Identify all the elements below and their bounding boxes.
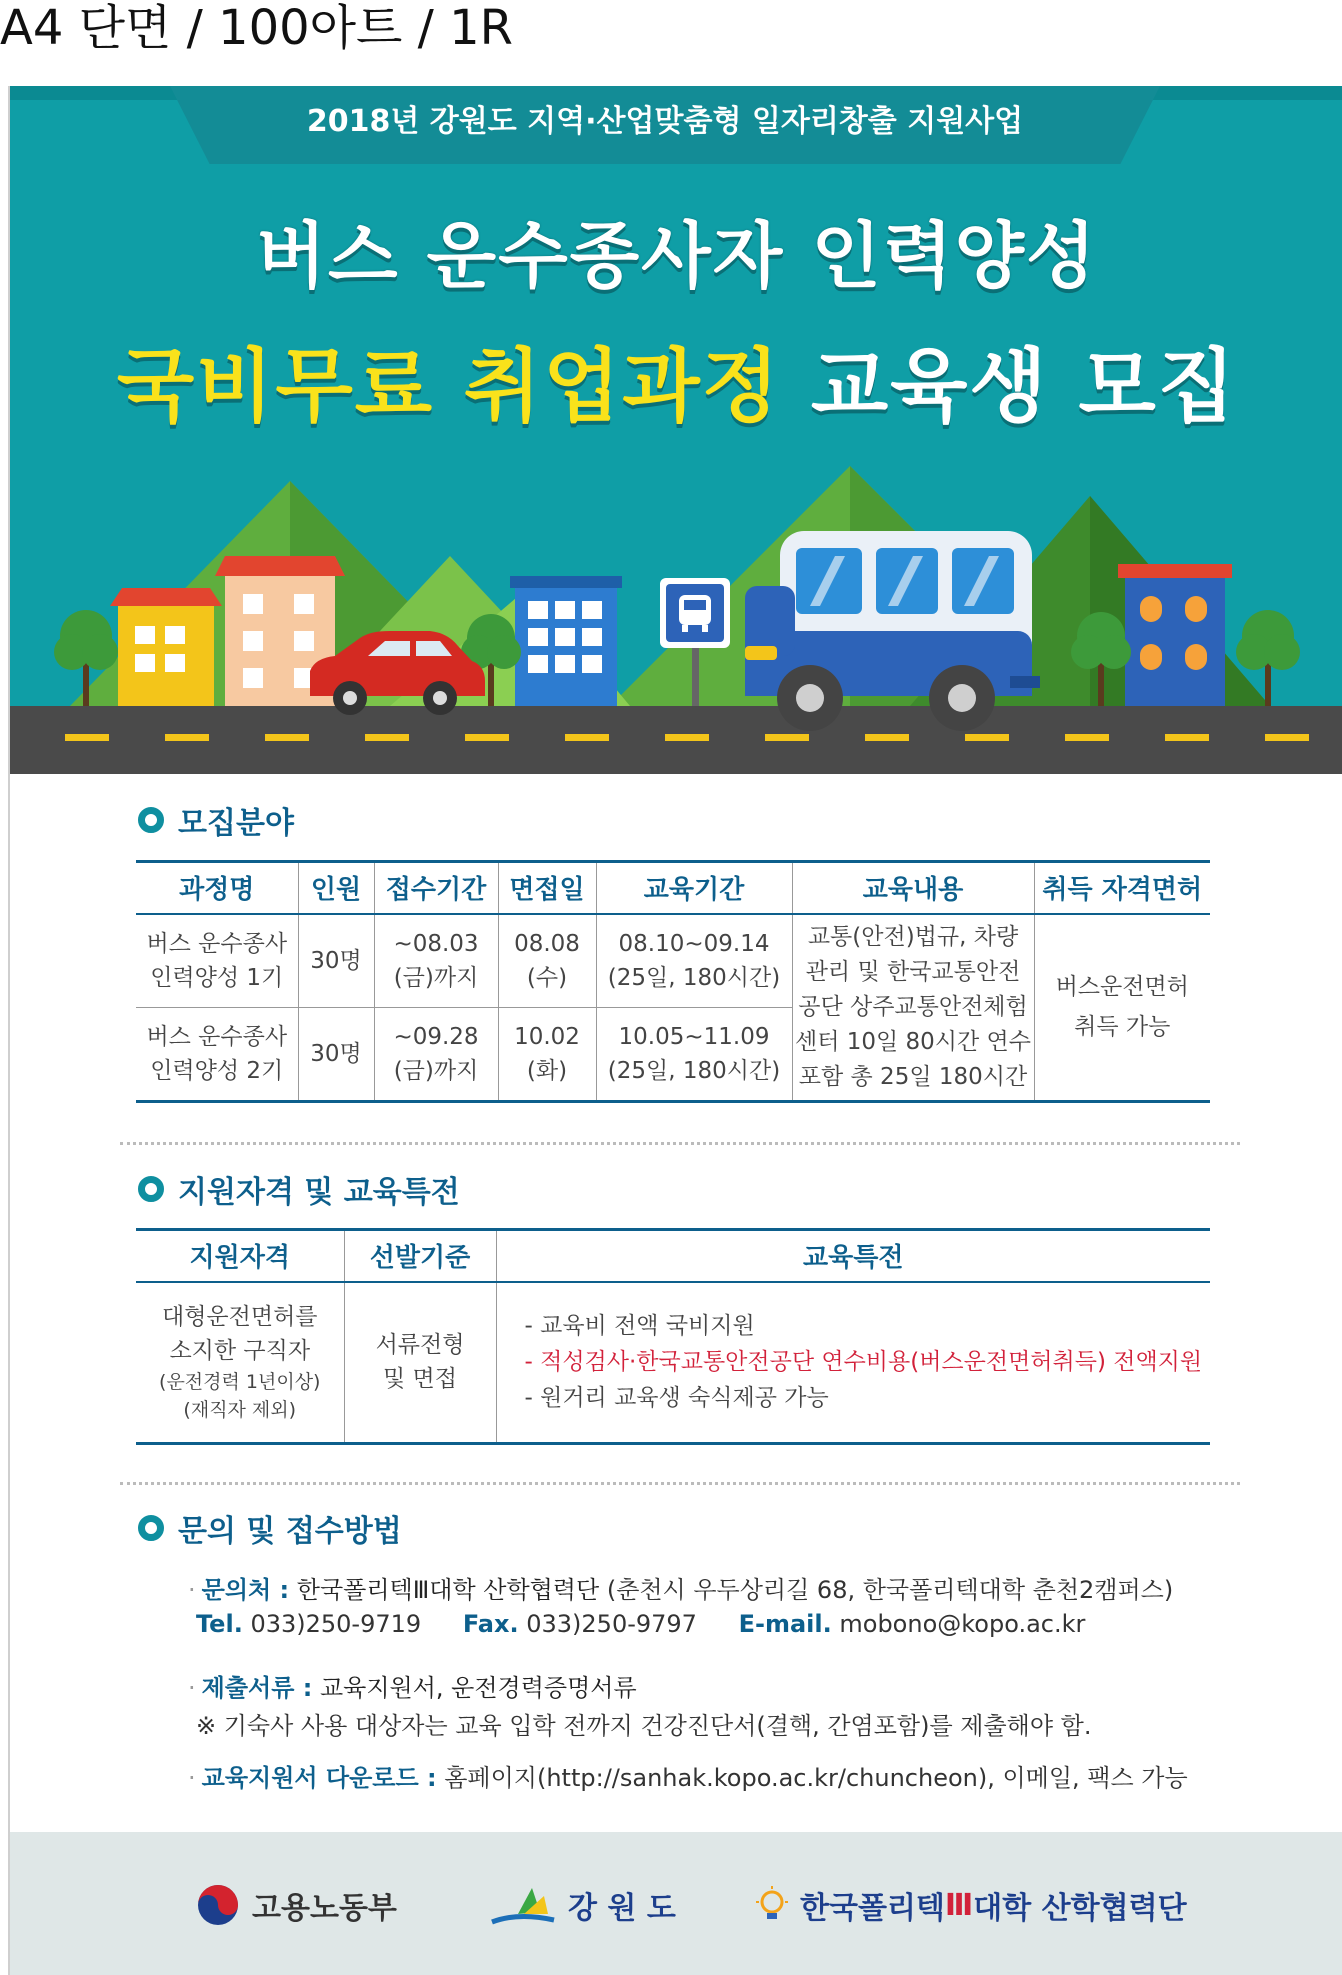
contact-docs-note: ※ 기숙사 사용 대상자는 교육 입학 전까지 건강진단서(결핵, 간염포함)를 제출해야 함. [196,1712,1092,1740]
eligibility: 대형운전면허를 소지한 구직자 (운전경력 1년이상) (재직자 제외) [136,1282,344,1444]
course-count: 30명 [298,1008,374,1102]
edu-period: 08.10~09.14 (25일, 180시간) [596,914,792,1008]
th-license: 취득 자격면허 [1034,862,1210,914]
logo-moel: 고용노동부 [196,1882,397,1928]
contact-docs: · 제출서류 : 교육지원서, 운전경력증명서류 [188,1674,637,1702]
hero-subtitle: 2018년 강원도 지역·산업맞춤형 일자리창출 지원사업 [306,104,1024,139]
poster [8,86,1342,1975]
interview-date: 08.08 (수) [498,914,596,1008]
th-apply: 접수기간 [374,862,498,914]
town-illustration [10,86,1342,774]
interview-date: 10.02 (화) [498,1008,596,1102]
hero-banner [10,86,1342,774]
contact-download: · 교육지원서 다운로드 : 홈페이지(http://sanhak.kopo.ac.kr/chuncheon), 이메일, 팩스 가능 [188,1764,1188,1792]
section-contact-head [138,1508,402,1548]
taegeuk-icon [196,1883,240,1927]
lightbulb-icon [752,1885,792,1925]
section-recruit-title: 모집분야 [178,806,294,841]
selection-criteria: 서류전형 및 면접 [344,1282,496,1444]
section-recruit-head [138,800,294,840]
contact-inquiry: · 문의처 : 한국폴리텍Ⅲ대학 산학협력단 (춘천시 우두상리길 68, 한국폴리텍대학 춘천2캠퍼스) [188,1576,1174,1604]
table-row [136,1282,1210,1444]
contact-numbers: Tel. 033)250-9719 Fax. 033)250-9797 E-mail. mobono@kopo.ac.kr [196,1610,1086,1638]
divider-dots [120,1142,1240,1145]
th-benefits: 교육특전 [496,1230,1210,1282]
section-qualify-title: 지원자격 및 교육특전 [178,1175,460,1210]
section-contact-title: 문의 및 접수방법 [178,1514,402,1549]
section-bullet-icon [138,1515,164,1541]
email-link[interactable]: mobono@kopo.ac.kr [839,1610,1086,1638]
logo-gangwon: 강 원 도 [488,1882,676,1928]
hero-title-line1: 버스 운수종사자 인력양성 [256,214,1098,298]
th-criteria: 선발기준 [344,1230,496,1282]
th-course: 과정명 [136,862,298,914]
gangwon-logo-icon [488,1882,558,1928]
apply-period: ~08.03 (금)까지 [374,914,498,1008]
print-spec-label: A4 단면 / 100아트 / 1R [0,0,513,56]
th-period: 교육기간 [596,862,792,914]
apply-period: ~09.28 (금)까지 [374,1008,498,1102]
table-row [136,914,1210,1008]
building-right [1125,574,1225,711]
course-name: 버스 운수종사 인력양성 2기 [136,1008,298,1102]
th-content: 교육내용 [792,862,1034,914]
recruit-table [136,860,1210,1103]
th-eligibility: 지원자격 [136,1230,344,1282]
download-link[interactable]: 홈페이지(http://sanhak.kopo.ac.kr/chuncheon), 이메일, 팩스 가능 [444,1764,1188,1792]
hero-title-highlight: 국비무료 취업과정 [116,340,781,433]
benefit-highlight: - 적성검사·한국교통안전공단 연수비용(버스운전면허취득) 전액지원 [524,1349,1203,1376]
section-qualify-head [138,1169,460,1209]
section-bullet-icon [138,1176,164,1202]
hero-title-rest: 교육생 모집 [810,340,1238,433]
edu-content: 교통(안전)법규, 차량 관리 및 한국교통안전 공단 상주교통안전체험 센터 10일 80시간 연수 포함 총 25일 180시간 [792,914,1034,1102]
logo-polytech: 한국폴리텍 Ⅲ 대학 산학협력단 [752,1882,1187,1928]
license: 버스운전면허 취득 가능 [1034,914,1210,1102]
th-count: 인원 [298,862,374,914]
edu-period: 10.05~11.09 (25일, 180시간) [596,1008,792,1102]
footer-logos [10,1832,1342,1975]
section-bullet-icon [138,807,164,833]
course-count: 30명 [298,914,374,1008]
course-name: 버스 운수종사 인력양성 1기 [136,914,298,1008]
divider-dots [120,1482,1240,1485]
th-interview: 면접일 [498,862,596,914]
benefits: - 교육비 전액 국비지원 - 적성검사·한국교통안전공단 연수비용(버스운전면허취득) 전액지원 - 원거리 교육생 숙식제공 가능 [496,1282,1210,1444]
qualify-table [136,1228,1210,1445]
